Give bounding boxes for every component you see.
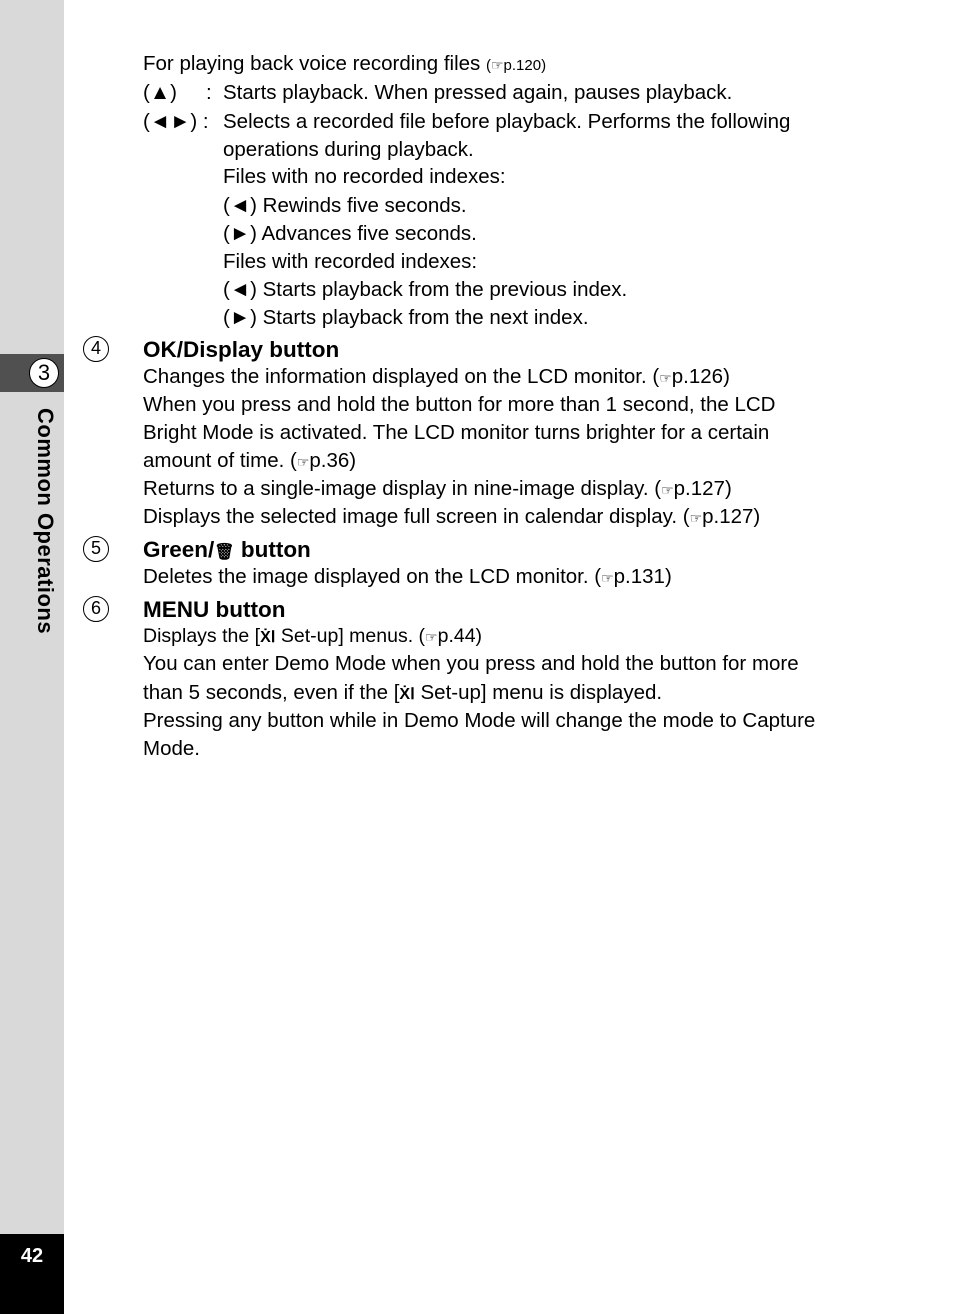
ok-display-heading: OK/Display button [143,337,340,362]
up-key-desc: Starts playback. When pressed again, pauses playback. [223,81,733,104]
setup-tools-icon: ẊⅠ [399,686,415,703]
index-right: (►) Starts playback from the next index. [223,306,589,329]
ok-line-4: amount of time. (☞p.36) [143,449,357,472]
reference-icon: ☞ [490,57,504,73]
menu-line-4: Pressing any button while in Demo Mode will change the mode to Capture [143,709,816,732]
ok-line-3: Bright Mode is activated. The LCD monitor turns brighter for a certain [143,421,770,444]
chapter-number: 3 [29,358,59,388]
up-key-label: (▲) [143,81,177,104]
ok-line-2: When you press and hold the button for more than 1 second, the LCD [143,393,776,416]
index-left: (◄) Starts playback from the previous index. [223,278,628,301]
section-number-5: 5 [83,536,109,562]
chapter-title: Common Operations [33,408,58,635]
section-number-4: 4 [83,336,109,362]
setup-tools-icon: ẊⅠ [260,629,276,646]
voice-title: For playing back voice recording files (☞p.120) [143,52,547,75]
reference-icon: ☞ [689,510,703,526]
chapter-sidebar [0,0,64,1314]
no-index-right: (►) Advances five seconds. [223,222,477,245]
reference-icon: ☞ [659,370,672,386]
reference-icon: ☞ [601,570,614,586]
page-number: 42 [20,1245,44,1267]
reference-icon: ☞ [296,454,310,470]
menu-line-3: than 5 seconds, even if the [ẊⅠ Set-up] menu is displayed. [143,681,663,704]
lr-key-desc-2: operations during playback. [223,138,474,161]
green-button-heading: Green/🗑 button [143,537,311,562]
index-label: Files with recorded indexes: [223,250,478,273]
no-index-label: Files with no recorded indexes: [223,165,506,188]
up-key-colon: : [206,81,212,104]
reference-icon: ☞ [425,629,438,645]
ok-line-6: Displays the selected image full screen in calendar display. (☞p.127) [143,505,761,528]
menu-button-heading: MENU button [143,597,286,622]
green-line-1: Deletes the image displayed on the LCD monitor. (☞p.131) [143,565,672,588]
section-number-6: 6 [83,596,109,622]
ok-line-1: Changes the information displayed on the LCD monitor. (☞p.126) [143,365,730,388]
menu-line-1: Displays the [ẊⅠ Set-up] menus. (☞p.44) [143,625,483,647]
menu-line-2: You can enter Demo Mode when you press and hold the button for more [143,652,799,675]
lr-key-desc-1: Selects a recorded file before playback. Performs the following [223,110,791,133]
trash-icon: 🗑 [214,544,235,561]
ok-line-5: Returns to a single-image display in nine-image display. (☞p.127) [143,477,732,500]
lr-key-label: (◄►) : [143,110,209,133]
no-index-left: (◄) Rewinds five seconds. [223,194,467,217]
menu-line-5: Mode. [143,737,200,760]
reference-icon: ☞ [661,482,674,498]
